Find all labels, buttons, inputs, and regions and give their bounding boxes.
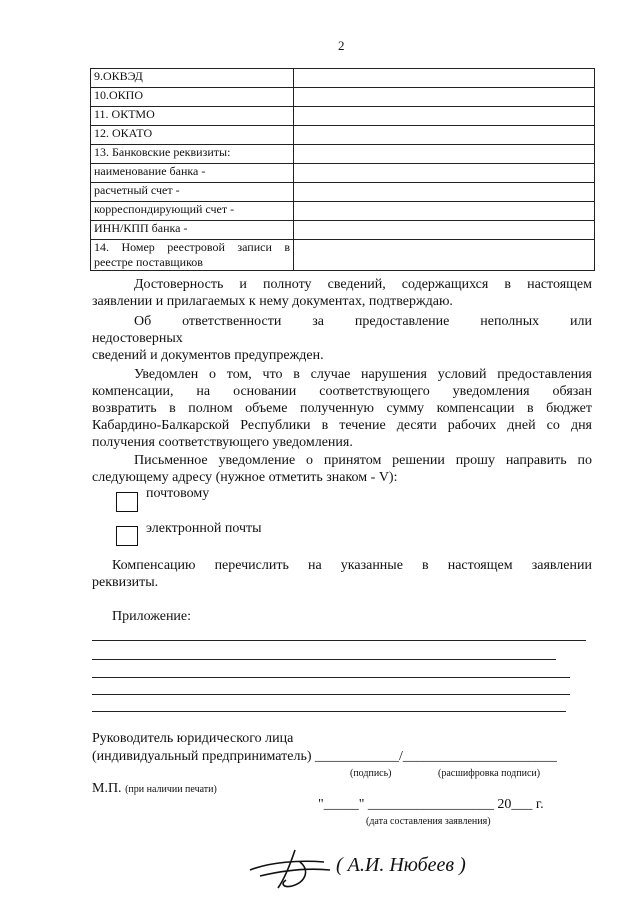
email-checkbox[interactable] xyxy=(116,526,138,546)
attachment-line-4[interactable] xyxy=(92,694,570,695)
paragraph-notice-line4: Кабардино-Балкарской Республики в течение десяти рабочих дней со дня xyxy=(92,418,592,433)
postal-option-label: почтовому xyxy=(146,486,210,501)
handwritten-signature xyxy=(240,840,480,895)
requisite-row xyxy=(91,107,595,126)
requisite-row xyxy=(91,164,595,183)
email-option-label: электронной почты xyxy=(146,521,262,536)
requisite-value[interactable] xyxy=(294,164,595,183)
attachment-line-1[interactable] xyxy=(92,640,586,641)
paragraph-accuracy-line2: заявлении и прилагаемых к нему документах, подтверждаю. xyxy=(92,294,453,309)
requisite-row xyxy=(91,126,595,145)
paragraph-responsibility-line3: сведений и документов предупрежден. xyxy=(92,348,324,363)
requisite-value[interactable] xyxy=(294,126,595,145)
requisite-label: 12. ОКАТО xyxy=(91,126,294,145)
requisite-row xyxy=(91,202,595,221)
requisite-value[interactable] xyxy=(294,69,595,88)
signatory-title: Руководитель юридического лица xyxy=(92,731,294,746)
requisite-value[interactable] xyxy=(294,183,595,202)
requisite-row xyxy=(91,221,595,240)
requisite-row xyxy=(91,183,595,202)
decoding-caption: (расшифровка подписи) xyxy=(438,768,541,779)
requisite-row xyxy=(91,240,595,271)
requisite-row xyxy=(91,69,595,88)
paragraph-transfer-line2: реквизиты. xyxy=(92,575,159,590)
requisite-label: 13. Банковские реквизиты: xyxy=(91,145,294,164)
paragraph-notice-line3: возвратить в полном объеме полученную сумму компенсации в бюджет xyxy=(92,401,592,416)
attachment-label: Приложение: xyxy=(112,609,192,624)
attachment-line-2[interactable] xyxy=(92,659,556,660)
requisite-label: 11. ОКТМО xyxy=(91,107,294,126)
attachment-line-5[interactable] xyxy=(92,711,566,712)
requisite-label: 10.ОКПО xyxy=(91,88,294,107)
paragraph-responsibility-line2: недостоверных xyxy=(92,331,183,346)
paragraph-notice-line5: получения соответствующего уведомления. xyxy=(92,435,353,450)
signature-caption: (подпись) xyxy=(350,768,392,779)
requisite-value[interactable] xyxy=(294,202,595,221)
requisite-label: 14. Номер реестровой записи в реестре поставщиков xyxy=(91,240,294,271)
signatory-line: (индивидуальный предприниматель) ____________/______________________ xyxy=(92,749,557,764)
requisite-row xyxy=(91,88,595,107)
requisite-label: расчетный счет - xyxy=(91,183,294,202)
signature-decoding: ( А.И. Нюбеев ) xyxy=(336,854,466,876)
paragraph-written-notice-line2: следующему адресу (нужное отметить знаком - V): xyxy=(92,470,398,485)
requisite-value[interactable] xyxy=(294,88,595,107)
stamp-text: М.П. xyxy=(92,781,122,796)
requisite-row xyxy=(91,145,595,164)
paragraph-notice-line1: Уведомлен о том, что в случае нарушения условий предоставления xyxy=(134,367,592,382)
paragraph-accuracy-line1: Достоверность и полноту сведений, содержащихся в настоящем xyxy=(134,277,592,292)
stamp-note: (при наличии печати) xyxy=(125,784,217,795)
requisites-table xyxy=(90,68,595,271)
attachment-line-3[interactable] xyxy=(92,677,570,678)
paragraph-notice-line2: компенсации, на основании соответствующего уведомления обязан xyxy=(92,384,592,399)
page-number: 2 xyxy=(338,38,345,53)
requisite-label: ИНН/КПП банка - xyxy=(91,221,294,240)
stamp-label xyxy=(92,781,217,797)
requisite-value[interactable] xyxy=(294,221,595,240)
requisite-value[interactable] xyxy=(294,145,595,164)
paragraph-transfer-line1: Компенсацию перечислить на указанные в настоящем заявлении xyxy=(112,558,592,573)
paragraph-responsibility-line1: Об ответственности за предоставление неполных или xyxy=(134,314,592,329)
date-line[interactable]: "_____" __________________ 20___ г. xyxy=(318,797,544,812)
requisite-label: наименование банка - xyxy=(91,164,294,183)
requisite-label: корреспондирующий счет - xyxy=(91,202,294,221)
requisite-value[interactable] xyxy=(294,107,595,126)
requisite-value[interactable] xyxy=(294,240,595,271)
paragraph-written-notice-line1: Письменное уведомление о принятом решении прошу направить по xyxy=(134,453,592,468)
postal-checkbox[interactable] xyxy=(116,492,138,512)
requisite-label: 9.ОКВЭД xyxy=(91,69,294,88)
date-caption: (дата составления заявления) xyxy=(366,816,491,827)
